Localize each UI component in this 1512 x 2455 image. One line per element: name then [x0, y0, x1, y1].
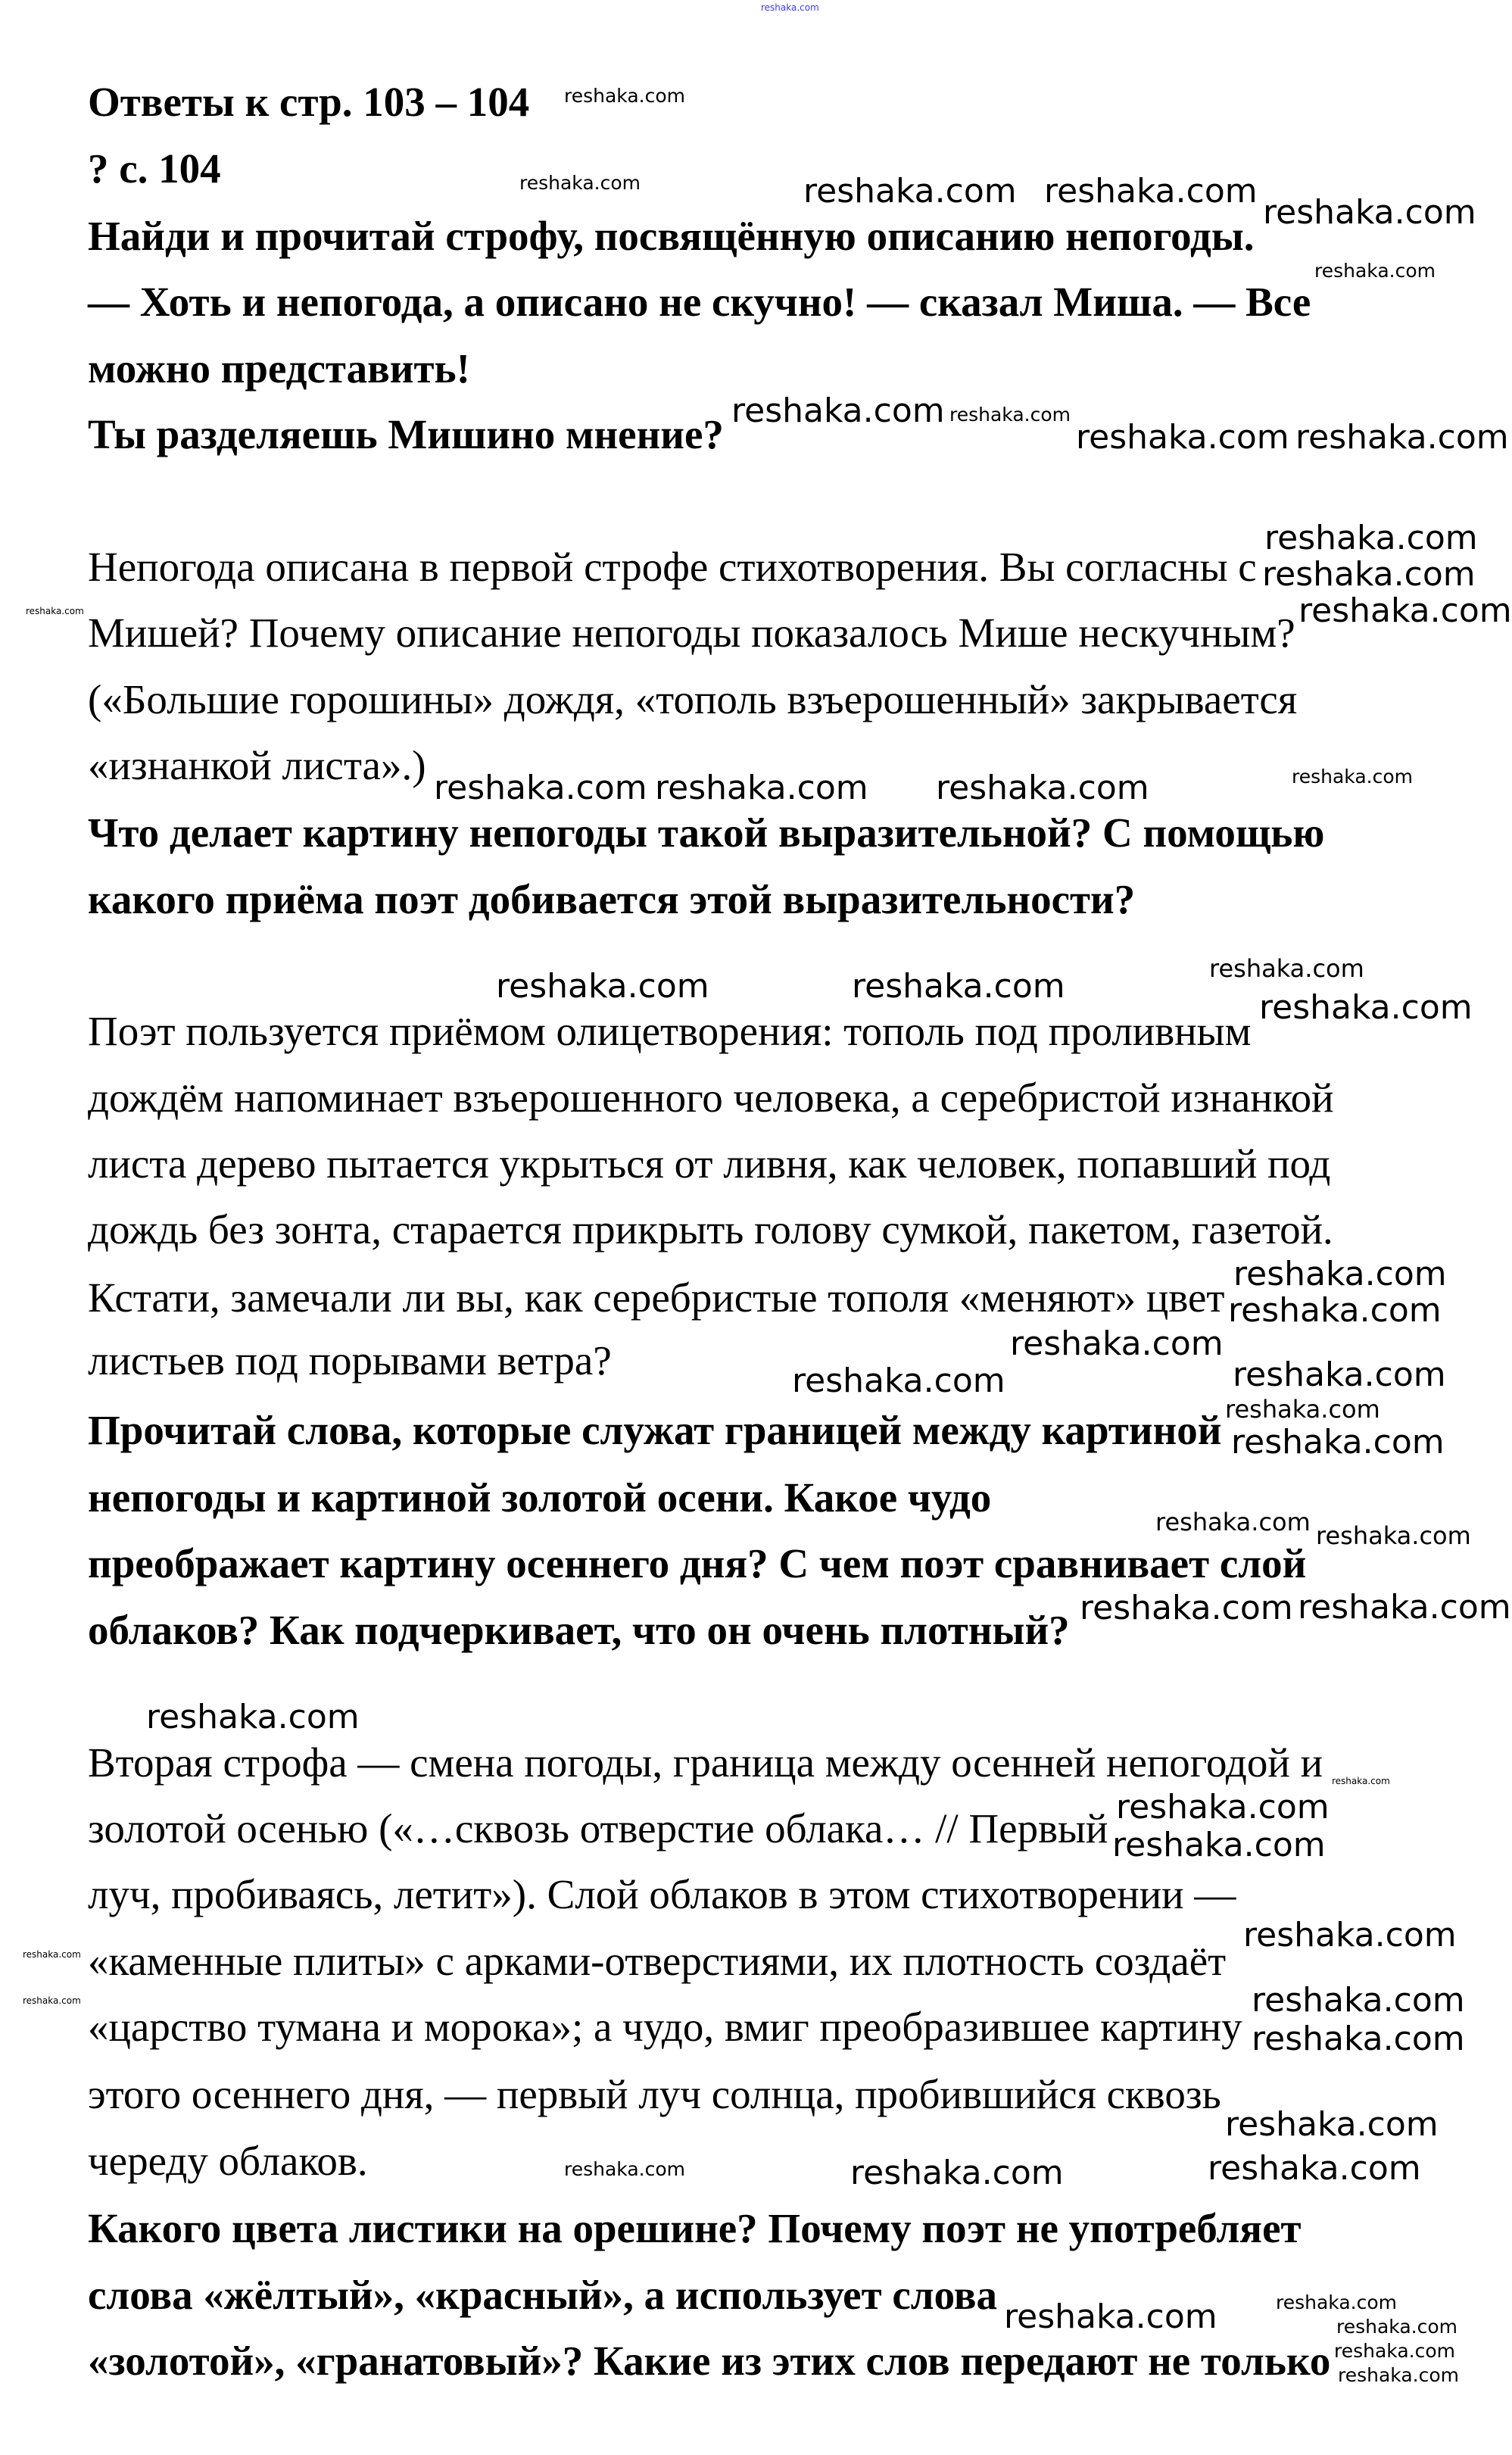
- watermark: reshaka.com: [496, 967, 709, 1006]
- watermark: reshaka.com: [1334, 2340, 1455, 2362]
- watermark: reshaka.com: [1076, 418, 1289, 457]
- answer-line: «изнанкой листа».): [88, 742, 426, 788]
- question-line: Что делает картину непогоды такой выразительной? С помощью: [88, 809, 1325, 856]
- watermark: reshaka.com: [852, 967, 1065, 1006]
- question-line: непогоды и картиной золотой осени. Какое чудо: [88, 1474, 992, 1521]
- watermark: reshaka.com: [1010, 1324, 1224, 1363]
- answer-line: этого осеннего дня, — первый луч солнца, пробившийся сквозь: [88, 2071, 1221, 2117]
- question-line: какого приёма поэт добивается этой выразительности?: [88, 876, 1136, 922]
- watermark: reshaka.com: [23, 1995, 81, 2006]
- answer-line: листьев под порывами ветра?: [88, 1337, 612, 1383]
- page-title: Ответы к стр. 103 – 104: [88, 79, 530, 125]
- watermark: reshaka.com: [1116, 1788, 1330, 1826]
- watermark: reshaka.com: [1233, 1255, 1447, 1293]
- answer-line: («Большие горошины» дождя, «тополь взъерошенный» закрывается: [88, 676, 1298, 722]
- watermark: reshaka.com: [1259, 988, 1473, 1027]
- watermark: reshaka.com: [23, 1949, 81, 1960]
- watermark: reshaka.com: [1225, 1395, 1380, 1424]
- question-line: «золотой», «гранатовый»? Какие из этих слов передают не только: [88, 2338, 1331, 2384]
- answer-line: листа дерево пытается укрыться от ливня, как человек, попавший под: [88, 1140, 1331, 1187]
- watermark: reshaka.com: [146, 1698, 360, 1736]
- watermark: reshaka.com: [1004, 2297, 1217, 2336]
- question-line: преображает картину осеннего дня? С чем поэт сравнивает слой: [88, 1540, 1307, 1586]
- answer-line: дождь без зонта, старается прикрыть голову сумкой, пакетом, газетой.: [88, 1206, 1333, 1252]
- watermark: reshaka.com: [792, 1362, 1005, 1400]
- watermark: reshaka.com: [1155, 1508, 1311, 1536]
- watermark: reshaka.com: [949, 404, 1071, 426]
- watermark: reshaka.com: [26, 606, 84, 616]
- watermark: reshaka.com: [1314, 260, 1436, 282]
- watermark: reshaka.com: [1338, 2364, 1459, 2386]
- watermark: reshaka.com: [1228, 1291, 1442, 1330]
- watermark: reshaka.com: [1231, 1423, 1445, 1461]
- watermark: reshaka.com: [1252, 2020, 1465, 2058]
- watermark: reshaka.com: [1252, 1981, 1465, 2020]
- watermark: reshaka.com: [1233, 1355, 1446, 1394]
- answer-line: золотой осенью («…сквозь отверстие облака… // Первый: [88, 1805, 1108, 1851]
- question-line: Прочитай слова, которые служат границей между картиной: [88, 1407, 1222, 1453]
- watermark: reshaka.com: [1044, 172, 1258, 211]
- question-line: Какого цвета листики на орешине? Почему поэт не употребляет: [88, 2205, 1302, 2251]
- answer-line: «царство тумана и морока»; а чудо, вмиг преобразившее картину: [88, 2004, 1242, 2050]
- answer-line: «каменные плиты» с арками-отверстиями, их плотность создаёт: [88, 1938, 1227, 1984]
- watermark: reshaka.com: [1332, 1776, 1390, 1786]
- watermark: reshaka.com: [1276, 2291, 1397, 2313]
- watermark: reshaka.com: [1298, 1588, 1511, 1627]
- watermark: reshaka.com: [564, 2158, 685, 2180]
- watermark: reshaka.com: [1316, 1521, 1471, 1550]
- answer-line: Непогода описана в первой строфе стихотворения. Вы согласны с: [88, 544, 1257, 590]
- answer-line: Вторая строфа — смена погоды, граница между осенней непогодой и: [88, 1739, 1323, 1786]
- watermark: reshaka.com: [564, 85, 685, 107]
- question-line: слова «жёлтый», «красный», а использует слова: [88, 2272, 997, 2318]
- watermark: reshaka.com: [434, 769, 647, 807]
- watermark: reshaka.com: [1264, 519, 1478, 557]
- answer-line: луч, пробиваясь, летит»). Слой облаков в этом стихотворении —: [88, 1871, 1236, 1917]
- watermark: reshaka.com: [803, 172, 1017, 211]
- watermark: reshaka.com: [1336, 2316, 1457, 2338]
- watermark: reshaka.com: [1295, 418, 1509, 457]
- answer-line: Мишей? Почему описание непогоды показалось Мише нескучным?: [88, 610, 1295, 656]
- answer-line: Поэт пользуется приёмом олицетворения: тополь под проливным: [88, 1008, 1252, 1054]
- watermark: reshaka.com: [1298, 591, 1512, 630]
- watermark: reshaka.com: [850, 2154, 1064, 2192]
- page-reference: ? с. 104: [88, 145, 221, 192]
- question-line: можно представить!: [88, 345, 470, 391]
- watermark: reshaka.com: [731, 391, 945, 430]
- watermark: reshaka.com: [1292, 766, 1413, 788]
- watermark: reshaka.com: [519, 172, 641, 194]
- watermark: reshaka.com: [1263, 193, 1476, 232]
- watermark: reshaka.com: [1209, 954, 1364, 983]
- answer-line: Кстати, замечали ли вы, как серебристые тополя «меняют» цвет: [88, 1274, 1225, 1321]
- watermark: reshaka.com: [761, 2, 819, 13]
- watermark: reshaka.com: [1080, 1589, 1293, 1627]
- question-line: Найди и прочитай строфу, посвящённую описанию непогоды.: [88, 213, 1255, 259]
- watermark: reshaka.com: [1262, 555, 1476, 594]
- question-line: облаков? Как подчеркивает, что он очень плотный?: [88, 1607, 1070, 1653]
- watermark: reshaka.com: [1208, 2149, 1421, 2188]
- watermark: reshaka.com: [655, 769, 868, 807]
- question-line: — Хоть и непогода, а описано не скучно! — сказал Миша. — Все: [88, 279, 1311, 325]
- watermark: reshaka.com: [936, 769, 1149, 807]
- answer-line: дождём напоминает взъерошенного человека, а серебристой изнанкой: [88, 1075, 1334, 1121]
- question-line: Ты разделяешь Мишино мнение?: [88, 411, 724, 457]
- watermark: reshaka.com: [1243, 1916, 1457, 1954]
- answer-line: череду облаков.: [88, 2138, 368, 2184]
- watermark: reshaka.com: [1225, 2105, 1439, 2144]
- watermark: reshaka.com: [1112, 1826, 1326, 1864]
